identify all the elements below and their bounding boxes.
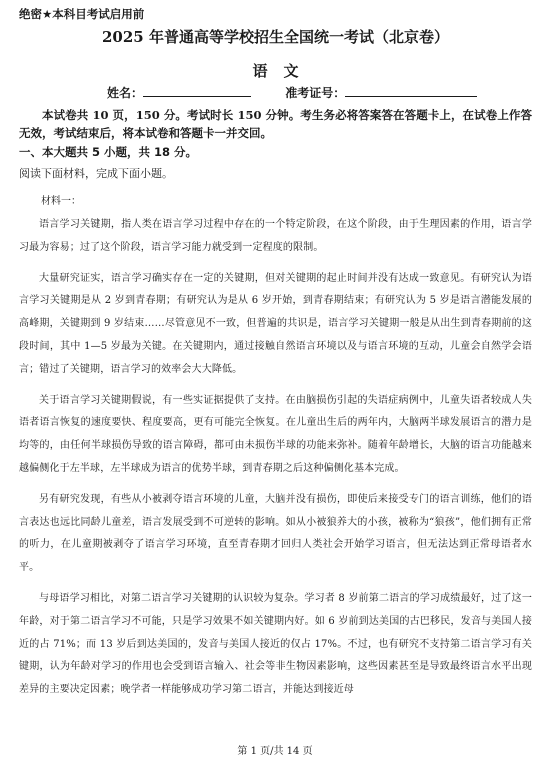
exam-notice: 本试卷共 10 页，150 分。考试时长 150 分钟。考生务必将答案答在答题卡上，在试卷上作答无效，考试结束后，将本试卷和答题卡一并交回。 (19, 108, 532, 140)
page-footer: 第 1 页/共 14 页 (237, 746, 313, 757)
name-blank[interactable] (143, 84, 251, 97)
section-instruction: 阅读下面材料，完成下面小题。 (19, 167, 173, 180)
confidential-label: 绝密★本科目考试启用前 (19, 7, 145, 21)
material-paragraph: 关于语言学习关键期假说，有一些实证据提供了支持。在由脑损伤引起的失语症病例中，儿童失语者较成人失语者语言恢复的速度要快、程度要高，更有可能完全恢复。在儿童出生后的两年内，大脑两半球发展语言的潜力是均等的，由任何半球损伤导致的语言障碍，都可由未损伤半球的功能来弥补。随着年龄增长，大脑的语言功能越来越偏侧化于左半球，左半球成为语言的优势半球，到青春期之后这种偏侧化基本完成。 (19, 394, 532, 474)
subject-title: 语文 (252, 62, 315, 80)
material-label: 材料一： (41, 196, 81, 207)
material-paragraph: 与母语学习相比，对第二语言学习关键期的认识较为复杂。学习者 8 岁前第二语言的学习成绩最好，过了这一年龄，对于第二语言学习不可能，只是学习效果不如关键期内好。如 6 岁前到达美国的古巴移民，发音与美国人接近的占 71%；而 13 岁后到达美国的，发音与美国人接近的仅占 17%。不过，也有研究不支持第二语言学习有关键期，认为年龄对学习的作用也会受到语言输入、社会等非生物因素影响，这些因素甚至是导致最终语言水平出现差异的主要决定因素；晚学者一样能够成功学习第二语言，并能达到接近母 (19, 592, 532, 696)
material-paragraph: 另有研究发现，有些从小被剥夺语言环境的儿童，大脑并没有损伤，即使后来接受专门的语言训练，他们的语言表达也远比同龄儿童差，语言发展受到不可逆转的影响。如从小被狼养大的小孩，被称为“狼孩”，他们拥有正常的听力，在儿童期被剥夺了语言学习环境，直至青春期才回归人类社会开始学习语言，但无法达到正常母语者水平。 (19, 493, 532, 574)
exam-title: 2025 年普通高等学校招生全国统一考试（北京卷） (102, 28, 449, 46)
name-label: 姓名： (107, 86, 144, 100)
material-paragraph: 大量研究证实，语言学习确实存在一定的关键期，但对关键期的起止时间并没有达成一致意见。有研究认为语言学习关键期是从 2 岁到青春期；有研究认为是从 6 岁开始，到青春期结束；有研究认为 5 岁是语言潜能发展的高峰期，关键期到 9 岁结束……尽管意见不一致，但普遍的共识是，语言学习关键期一般是从出生到青春期前的这段时间，其中 1—5 岁最为关键。在关键期内，通过接触自然语言环境以及与语言环境的互动，儿童会自然学会语言；错过了关键期，语言学习的效率会大大降低。 (19, 272, 532, 375)
id-label: 准考证号： (285, 86, 346, 100)
candidate-info-row (19, 84, 532, 102)
section-heading: 一、本大题共 5 小题，共 18 分。 (19, 145, 198, 159)
id-blank[interactable] (345, 84, 477, 97)
material-paragraph: 语言学习关键期，指人类在语言学习过程中存在的一个特定阶段，在这个阶段，由于生理因素的作用，语言学习最为容易；过了这个阶段，语言学习能力就受到一定程度的限制。 (19, 219, 532, 253)
